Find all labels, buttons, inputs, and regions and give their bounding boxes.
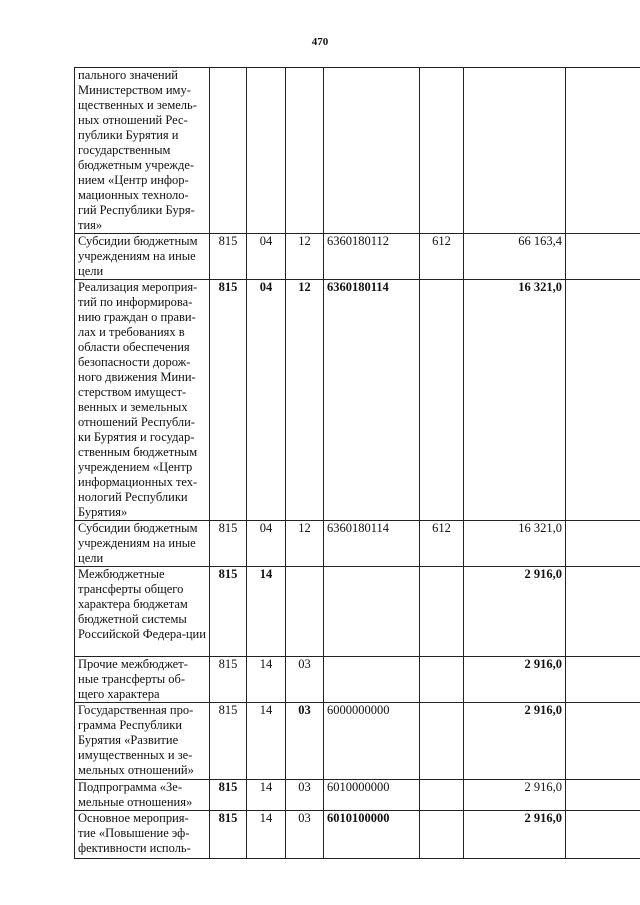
- line-item-name: Прочие межбюджет-ные трансферты об-щего характера: [75, 657, 210, 703]
- admin-code-cell: 815: [210, 811, 247, 859]
- amount-cell: 2 916,0: [464, 811, 566, 859]
- line-item-name: пального значений Министерством иму-щественных и земель-ных отношений Рес-публики Бурятия и государственным бюджетным учрежде-нием «Центр инфор-мационных техноло-гий Республики Буря-тия»: [75, 68, 210, 234]
- target-article-cell: 6000000000: [324, 703, 420, 780]
- section-code-cell: 14: [247, 811, 286, 859]
- amount-cell: 66 163,4: [464, 234, 566, 280]
- target-article-cell: [324, 567, 420, 657]
- expense-type-cell: 612: [420, 234, 464, 280]
- empty-cell: [566, 780, 640, 811]
- expense-type-cell: [420, 811, 464, 859]
- admin-code-cell: 815: [210, 657, 247, 703]
- admin-code-cell: 815: [210, 280, 247, 521]
- expense-type-cell: [420, 280, 464, 521]
- target-article-cell: 6010000000: [324, 780, 420, 811]
- table-row: [75, 234, 640, 280]
- empty-cell: [566, 567, 640, 657]
- amount-cell: 16 321,0: [464, 521, 566, 567]
- expense-type-cell: [420, 567, 464, 657]
- section-code-cell: 14: [247, 567, 286, 657]
- line-item-name: Государственная про-грамма Республики Бурятия «Развитие имущественных и зе-мельных отношений»: [75, 703, 210, 780]
- table-row: [75, 811, 640, 859]
- section-code-cell: 04: [247, 234, 286, 280]
- line-item-name: Субсидии бюджетным учреждениям на иные цели: [75, 234, 210, 280]
- empty-cell: [566, 280, 640, 521]
- empty-cell: [566, 811, 640, 859]
- line-item-name: Подпрограмма «Зе-мельные отношения»: [75, 780, 210, 811]
- empty-cell: [566, 657, 640, 703]
- line-item-name: Субсидии бюджетным учреждениям на иные цели: [75, 521, 210, 567]
- expense-type-cell: [420, 657, 464, 703]
- section-code-cell: 14: [247, 657, 286, 703]
- target-article-cell: [324, 68, 420, 234]
- budget-table-body: [75, 68, 640, 859]
- target-article-cell: 6360180112: [324, 234, 420, 280]
- admin-code-cell: 815: [210, 703, 247, 780]
- page-number: 470: [311, 36, 329, 48]
- subsection-code-cell: 03: [286, 657, 324, 703]
- subsection-code-cell: 12: [286, 521, 324, 567]
- line-item-name: Основное мероприя-тие «Повышение эф-фективности исполь-: [75, 811, 210, 859]
- empty-cell: [566, 521, 640, 567]
- subsection-code-cell: [286, 68, 324, 234]
- empty-cell: [566, 234, 640, 280]
- section-code-cell: [247, 68, 286, 234]
- subsection-code-cell: 12: [286, 280, 324, 521]
- empty-cell: [566, 703, 640, 780]
- table-row: [75, 657, 640, 703]
- target-article-cell: 6360180114: [324, 280, 420, 521]
- section-code-cell: 04: [247, 521, 286, 567]
- table-row: [75, 68, 640, 234]
- section-code-cell: 04: [247, 280, 286, 521]
- empty-cell: [566, 68, 640, 234]
- admin-code-cell: 815: [210, 567, 247, 657]
- amount-cell: 2 916,0: [464, 703, 566, 780]
- table-row: [75, 280, 640, 521]
- admin-code-cell: 815: [210, 521, 247, 567]
- line-item-name: Межбюджетные трансферты общего характера бюджетам бюджетной системы Российской Федера-ции: [75, 567, 210, 657]
- line-item-name: Реализация мероприя-тий по информирова-нию граждан о прави-лах и требованиях в области обеспечения безопасности дорож-ного движения Мини-стерством имущест-венных и земельных отношений Республи-ки Бурятия и государ-ственным бюджетным учреждением «Центр информационных тех-нологий Республики Бурятия»: [75, 280, 210, 521]
- table-row: [75, 703, 640, 780]
- budget-table: [74, 67, 640, 859]
- subsection-code-cell: 12: [286, 234, 324, 280]
- admin-code-cell: [210, 68, 247, 234]
- admin-code-cell: 815: [210, 780, 247, 811]
- amount-cell: [464, 68, 566, 234]
- amount-cell: 2 916,0: [464, 780, 566, 811]
- amount-cell: 2 916,0: [464, 657, 566, 703]
- table-row: [75, 567, 640, 657]
- subsection-code-cell: [286, 567, 324, 657]
- section-code-cell: 14: [247, 780, 286, 811]
- subsection-code-cell: 03: [286, 780, 324, 811]
- expense-type-cell: [420, 68, 464, 234]
- table-row: [75, 780, 640, 811]
- target-article-cell: 6010100000: [324, 811, 420, 859]
- subsection-code-cell: 03: [286, 811, 324, 859]
- subsection-code-cell: 03: [286, 703, 324, 780]
- amount-cell: 2 916,0: [464, 567, 566, 657]
- target-article-cell: [324, 657, 420, 703]
- admin-code-cell: 815: [210, 234, 247, 280]
- expense-type-cell: [420, 703, 464, 780]
- expense-type-cell: [420, 780, 464, 811]
- expense-type-cell: 612: [420, 521, 464, 567]
- section-code-cell: 14: [247, 703, 286, 780]
- table-row: [75, 521, 640, 567]
- target-article-cell: 6360180114: [324, 521, 420, 567]
- amount-cell: 16 321,0: [464, 280, 566, 521]
